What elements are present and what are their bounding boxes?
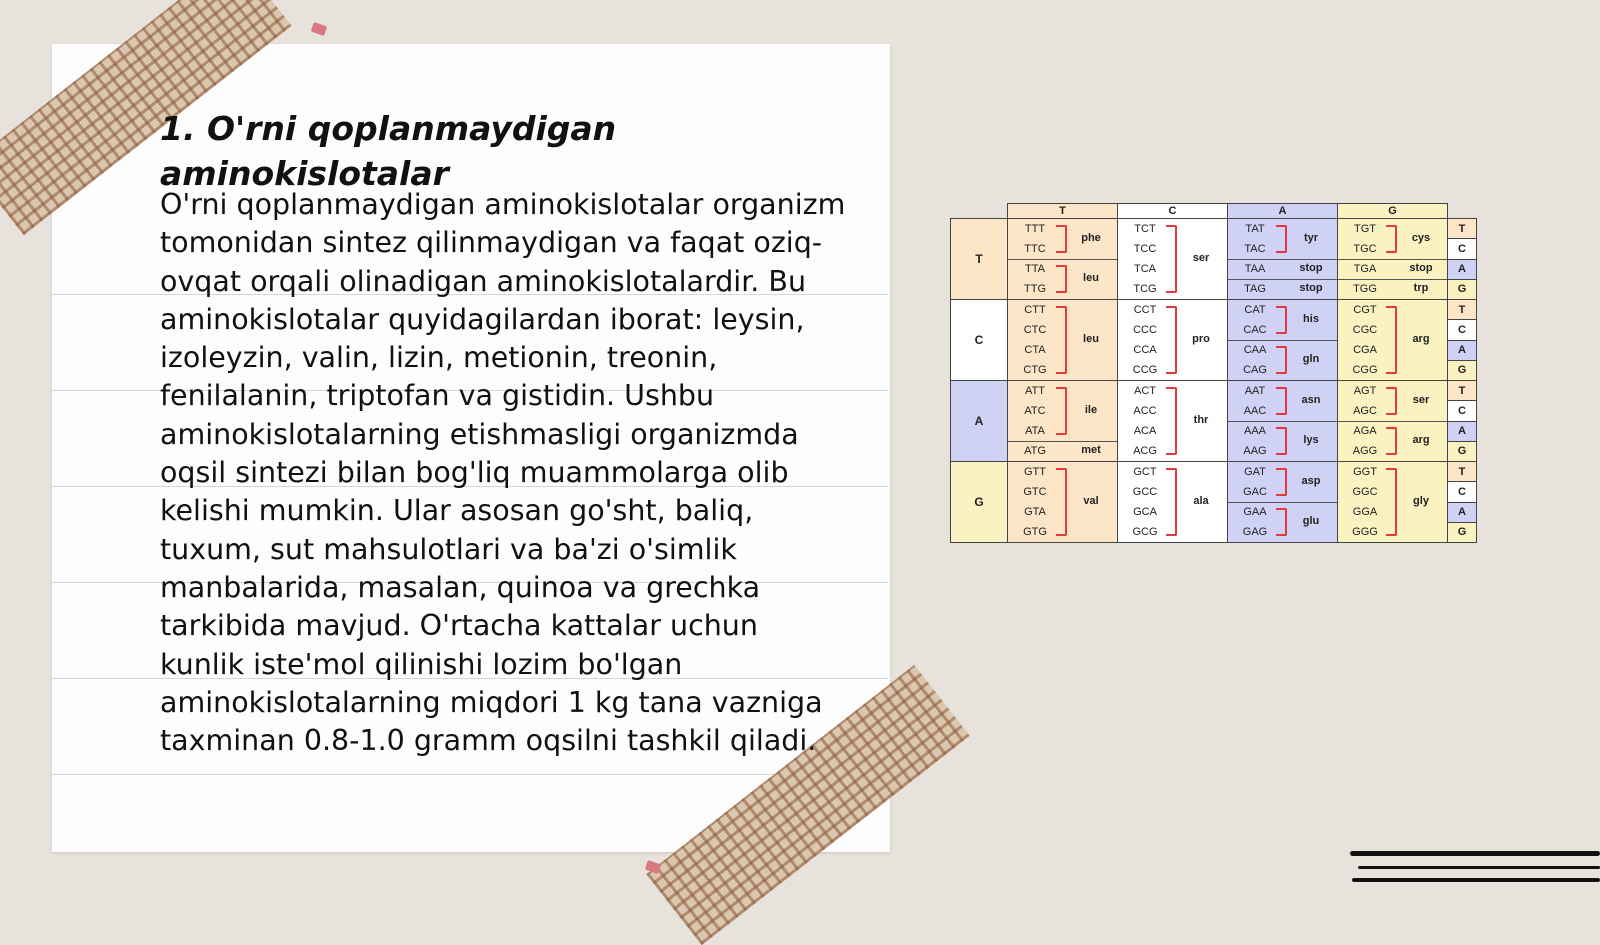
codon-bracket bbox=[1386, 306, 1397, 374]
amino-acid-label: glu bbox=[1302, 515, 1320, 527]
codon-group-divider bbox=[1228, 340, 1337, 341]
codon-box bbox=[1118, 462, 1227, 542]
codon-cell bbox=[1338, 462, 1448, 543]
codon-cell bbox=[1008, 381, 1118, 462]
codon-bracket bbox=[1386, 387, 1397, 415]
codon-cell bbox=[1228, 219, 1338, 300]
codon-label: AGG bbox=[1352, 445, 1378, 457]
codon-label: ATT bbox=[1025, 385, 1045, 397]
codon-label: GGA bbox=[1352, 506, 1378, 518]
codon-label: CAG bbox=[1243, 364, 1267, 376]
codon-label: TAT bbox=[1245, 223, 1265, 235]
codon-table-row bbox=[951, 219, 1477, 239]
amino-acid-label: his bbox=[1303, 313, 1319, 325]
codon-label: TCG bbox=[1133, 283, 1157, 295]
codon-bracket bbox=[1276, 346, 1287, 374]
codon-bracket bbox=[1056, 306, 1067, 374]
codon-label: ATA bbox=[1025, 425, 1045, 437]
codon-label: TTT bbox=[1024, 223, 1046, 235]
amino-acid-label: lys bbox=[1303, 434, 1319, 446]
decorative-line bbox=[1358, 866, 1600, 869]
amino-acid-label: asp bbox=[1301, 475, 1321, 487]
codon-group-divider bbox=[1338, 421, 1447, 422]
amino-acid-label: stop bbox=[1299, 282, 1323, 294]
first-base-cell: T bbox=[951, 219, 1008, 300]
codon-box bbox=[1008, 300, 1117, 380]
codon-box bbox=[1338, 219, 1447, 299]
second-base-header: T bbox=[1008, 204, 1118, 219]
codon-cell bbox=[1118, 381, 1228, 462]
codon-group-divider bbox=[1228, 421, 1337, 422]
amino-acid-label: arg bbox=[1412, 333, 1430, 345]
codon-group-divider bbox=[1228, 259, 1337, 260]
second-base-header: C bbox=[1118, 204, 1228, 219]
amino-acid-label: stop bbox=[1409, 262, 1433, 274]
tape-pin bbox=[311, 22, 328, 36]
third-base-cell: A bbox=[1448, 421, 1477, 441]
codon-label: CTG bbox=[1023, 364, 1047, 376]
codon-bracket bbox=[1056, 265, 1067, 293]
codon-label: TAG bbox=[1244, 283, 1266, 295]
codon-label: CGA bbox=[1353, 344, 1377, 356]
first-base-cell: G bbox=[951, 462, 1008, 543]
codon-cell bbox=[1228, 381, 1338, 462]
codon-cell bbox=[1008, 219, 1118, 300]
codon-label: ACT bbox=[1134, 385, 1156, 397]
codon-label: CGG bbox=[1352, 364, 1378, 376]
codon-cell bbox=[1118, 300, 1228, 381]
codon-box bbox=[1118, 381, 1227, 461]
codon-group-divider bbox=[1228, 279, 1337, 280]
third-base-cell: G bbox=[1448, 279, 1477, 299]
third-base-cell: T bbox=[1448, 219, 1477, 239]
codon-box bbox=[1228, 219, 1337, 299]
second-base-header: A bbox=[1228, 204, 1338, 219]
paper-ruled-line bbox=[52, 774, 888, 775]
codon-box bbox=[1118, 219, 1227, 299]
amino-acid-label: gly bbox=[1413, 495, 1429, 507]
codon-cell bbox=[1338, 219, 1448, 300]
codon-bracket bbox=[1056, 387, 1067, 435]
amino-acid-label: ser bbox=[1412, 394, 1430, 406]
codon-label: GTG bbox=[1023, 526, 1047, 538]
codon-cell bbox=[1118, 462, 1228, 543]
codon-label: CCT bbox=[1133, 304, 1157, 316]
codon-table-row bbox=[951, 300, 1477, 320]
codon-box bbox=[1228, 381, 1337, 461]
second-base-header: G bbox=[1338, 204, 1448, 219]
third-base-cell: T bbox=[1448, 300, 1477, 320]
codon-label: TGG bbox=[1353, 283, 1377, 295]
codon-group-divider bbox=[1338, 259, 1447, 260]
codon-label: GCG bbox=[1132, 526, 1158, 538]
third-base-cell: A bbox=[1448, 502, 1477, 522]
amino-acid-label: ile bbox=[1084, 404, 1098, 416]
codon-bracket bbox=[1056, 225, 1067, 253]
codon-label: CAT bbox=[1244, 304, 1266, 316]
codon-table bbox=[950, 203, 1477, 543]
amino-acid-label: cys bbox=[1411, 232, 1431, 244]
codon-label: TGT bbox=[1354, 223, 1376, 235]
codon-label: GCA bbox=[1133, 506, 1157, 518]
codon-label: ACC bbox=[1133, 405, 1157, 417]
decorative-line bbox=[1350, 851, 1600, 856]
codon-box bbox=[1338, 462, 1447, 542]
codon-label: GAT bbox=[1244, 466, 1266, 478]
codon-label: TTA bbox=[1025, 263, 1045, 275]
codon-cell bbox=[1008, 462, 1118, 543]
decorative-line bbox=[1352, 878, 1600, 882]
codon-label: CTC bbox=[1023, 324, 1047, 336]
codon-label: AGT bbox=[1353, 385, 1377, 397]
amino-acid-label: leu bbox=[1083, 272, 1099, 284]
codon-label: GTC bbox=[1023, 486, 1047, 498]
codon-label: CCG bbox=[1132, 364, 1158, 376]
third-base-cell: G bbox=[1448, 360, 1477, 380]
codon-label: GGG bbox=[1352, 526, 1378, 538]
codon-table-row bbox=[951, 462, 1477, 482]
codon-box bbox=[1338, 381, 1447, 461]
codon-label: CAC bbox=[1243, 324, 1267, 336]
amino-acid-label: leu bbox=[1083, 333, 1099, 345]
codon-box bbox=[1008, 462, 1117, 542]
third-base-cell: G bbox=[1448, 522, 1477, 542]
codon-label: TGA bbox=[1353, 263, 1377, 275]
codon-label: CCA bbox=[1133, 344, 1157, 356]
codon-label: ATC bbox=[1024, 405, 1046, 417]
codon-box bbox=[1228, 300, 1337, 380]
amino-acid-label: pro bbox=[1192, 333, 1210, 345]
third-base-cell: T bbox=[1448, 381, 1477, 401]
codon-label: CTT bbox=[1024, 304, 1046, 316]
third-base-cell: C bbox=[1448, 401, 1477, 421]
codon-box bbox=[1228, 462, 1337, 542]
codon-bracket bbox=[1166, 306, 1177, 374]
codon-label: CGT bbox=[1353, 304, 1377, 316]
amino-acid-label: met bbox=[1081, 444, 1101, 456]
codon-box bbox=[1338, 300, 1447, 380]
codon-bracket bbox=[1276, 508, 1287, 536]
codon-table-header-row bbox=[951, 204, 1477, 219]
codon-label: GCT bbox=[1133, 466, 1157, 478]
codon-label: CCC bbox=[1133, 324, 1157, 336]
codon-label: GAA bbox=[1243, 506, 1267, 518]
codon-bracket bbox=[1276, 427, 1287, 455]
codon-label: TCA bbox=[1134, 263, 1156, 275]
codon-label: GTT bbox=[1024, 466, 1046, 478]
third-base-cell: C bbox=[1448, 239, 1477, 259]
codon-label: TAA bbox=[1244, 263, 1266, 275]
codon-label: TGC bbox=[1353, 243, 1377, 255]
slide-title: 1. O'rni qoplanmaydigan aminokislotalar bbox=[160, 109, 617, 193]
amino-acid-label: val bbox=[1083, 495, 1099, 507]
codon-box bbox=[1118, 300, 1227, 380]
codon-cell bbox=[1228, 462, 1338, 543]
codon-cell bbox=[1338, 300, 1448, 381]
codon-box bbox=[1008, 381, 1117, 461]
codon-cell bbox=[1228, 300, 1338, 381]
amino-acid-label: thr bbox=[1193, 414, 1209, 426]
codon-bracket bbox=[1166, 387, 1177, 455]
amino-acid-label: phe bbox=[1081, 232, 1101, 244]
codon-label: AAA bbox=[1243, 425, 1266, 437]
codon-label: ACG bbox=[1133, 445, 1157, 457]
codon-bracket bbox=[1276, 225, 1287, 253]
codon-cell bbox=[1338, 381, 1448, 462]
codon-label: GGT bbox=[1353, 466, 1377, 478]
codon-label: AAC bbox=[1243, 405, 1267, 417]
amino-acid-label: ala bbox=[1193, 495, 1209, 507]
amino-acid-label: ser bbox=[1192, 252, 1210, 264]
third-base-cell: A bbox=[1448, 340, 1477, 360]
codon-label: TCT bbox=[1134, 223, 1156, 235]
amino-acid-label: gln bbox=[1302, 353, 1320, 365]
third-base-cell: G bbox=[1448, 441, 1477, 461]
codon-label: ACA bbox=[1133, 425, 1157, 437]
codon-bracket bbox=[1386, 468, 1397, 536]
codon-label: TCC bbox=[1133, 243, 1157, 255]
codon-label: GCC bbox=[1132, 486, 1158, 498]
codon-label: GTA bbox=[1024, 506, 1046, 518]
slide-body-text: O'rni qoplanmaydigan aminokislotalar organizm tomonidan sintez qilinmaydigan va faqat oziq-ovqat orqali olinadigan aminokislotalardir. Bu aminokislotalar quyidagilardan iborat: leysin, izoleyzin, valin, lizin, metionin, treonin, fenilalanin, triptofan va gistidin. Ushbu aminokislotalarning etishmasligi organizmda oqsil sintezi bilan bog'liq muammolarga olib kelishi mumkin. Ular asosan go'sht, baliq, tuxum, sut mahsulotlari va ba'zi o'simlik manbalarida, masalan, quinoa va grechka tarkibida mavjud. O'rtacha kattalar uchun kunlik iste'mol qilinishi lozim bo'lgan aminokislotalarning miqdori 1 kg tana vazniga taxminan 0.8-1.0 gramm oqsilni tashkil qiladi. bbox=[160, 188, 846, 758]
codon-label: GAG bbox=[1242, 526, 1268, 538]
amino-acid-label: tyr bbox=[1303, 232, 1319, 244]
codon-table-row bbox=[951, 381, 1477, 401]
codon-label: AGC bbox=[1353, 405, 1377, 417]
codon-label: TAC bbox=[1244, 243, 1266, 255]
third-base-cell: C bbox=[1448, 320, 1477, 340]
codon-group-divider bbox=[1008, 441, 1117, 442]
codon-bracket bbox=[1276, 468, 1287, 496]
codon-group-divider bbox=[1228, 502, 1337, 503]
codon-label: GAC bbox=[1243, 486, 1267, 498]
codon-bracket bbox=[1276, 387, 1287, 415]
amino-acid-label: trp bbox=[1413, 282, 1429, 294]
codon-bracket bbox=[1166, 225, 1177, 293]
codon-label: ATG bbox=[1024, 445, 1046, 457]
codon-group-divider bbox=[1338, 279, 1447, 280]
codon-group-divider bbox=[1008, 259, 1117, 260]
codon-table-corner bbox=[951, 204, 1008, 219]
codon-label: CTA bbox=[1024, 344, 1046, 356]
first-base-cell: C bbox=[951, 300, 1008, 381]
codon-label: CAA bbox=[1243, 344, 1267, 356]
codon-bracket bbox=[1386, 225, 1397, 253]
codon-label: GGC bbox=[1352, 486, 1378, 498]
codon-label: TTG bbox=[1024, 283, 1046, 295]
first-base-cell: A bbox=[951, 381, 1008, 462]
amino-acid-label: arg bbox=[1412, 434, 1430, 446]
codon-table-corner bbox=[1448, 204, 1477, 219]
codon-label: AAG bbox=[1243, 445, 1267, 457]
codon-bracket bbox=[1166, 468, 1177, 536]
codon-box bbox=[1008, 219, 1117, 299]
third-base-cell: C bbox=[1448, 482, 1477, 502]
amino-acid-label: asn bbox=[1301, 394, 1321, 406]
codon-label: AGA bbox=[1353, 425, 1377, 437]
codon-bracket bbox=[1056, 468, 1067, 536]
codon-label: TTC bbox=[1024, 243, 1046, 255]
codon-label: AAT bbox=[1244, 385, 1266, 397]
codon-bracket bbox=[1276, 306, 1287, 334]
amino-acid-label: stop bbox=[1299, 262, 1323, 274]
codon-cell bbox=[1008, 300, 1118, 381]
codon-bracket bbox=[1386, 427, 1397, 455]
codon-label: CGC bbox=[1352, 324, 1378, 336]
third-base-cell: T bbox=[1448, 462, 1477, 482]
codon-cell bbox=[1118, 219, 1228, 300]
third-base-cell: A bbox=[1448, 259, 1477, 279]
